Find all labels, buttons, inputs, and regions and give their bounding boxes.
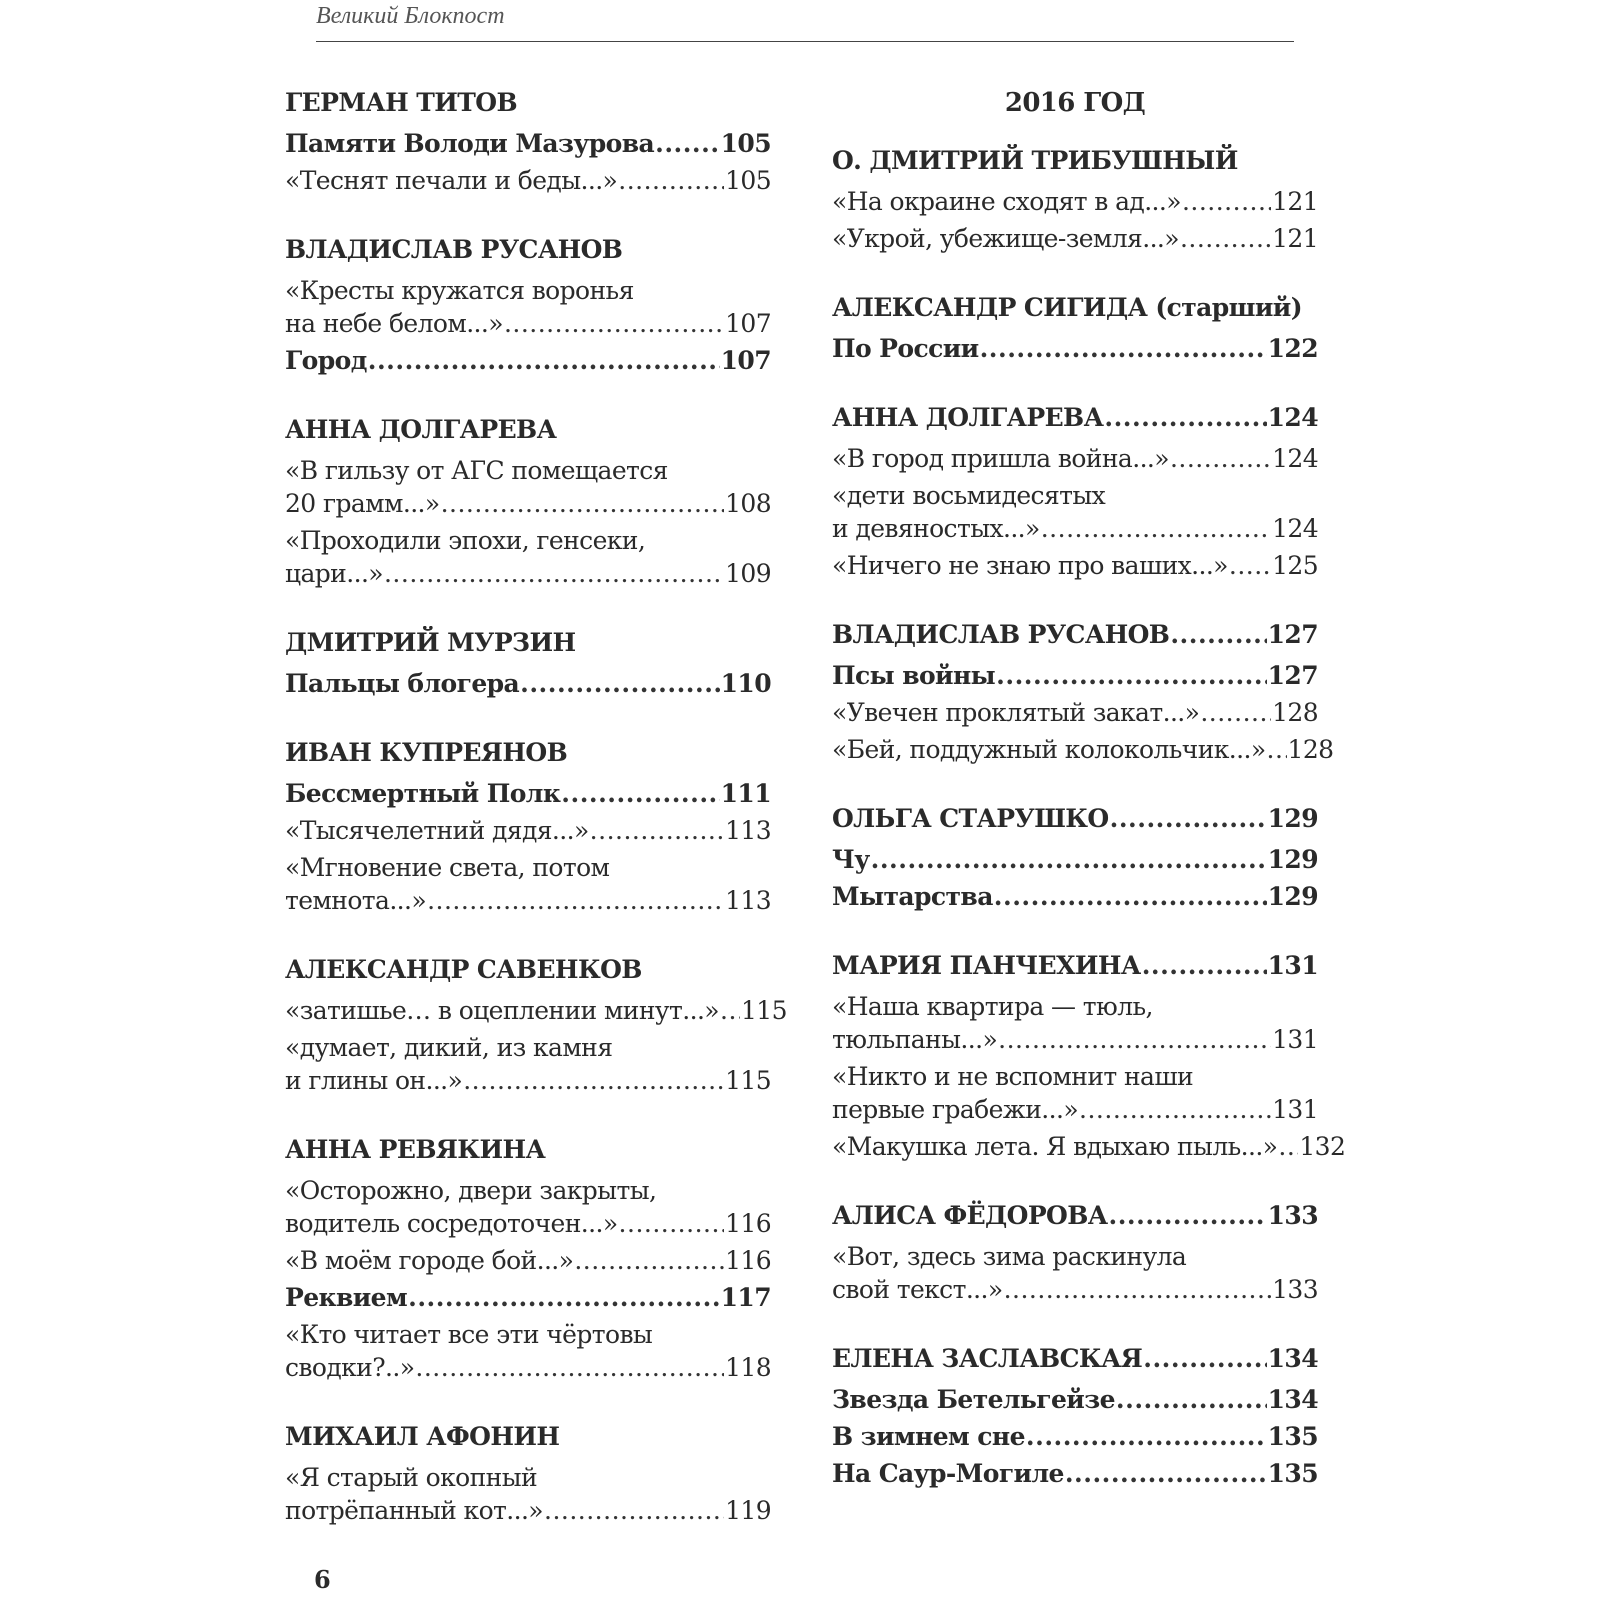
entry-page-number: 113 bbox=[725, 886, 771, 915]
toc-section bbox=[285, 413, 771, 590]
entry-title-text: Город bbox=[285, 346, 367, 375]
author-heading bbox=[832, 291, 1318, 325]
entry-title-text: на небе белом...» bbox=[285, 309, 503, 338]
entry-title-text: цари...» bbox=[285, 559, 383, 588]
author-heading bbox=[285, 86, 771, 120]
entry-title-text: «Теснят печали и беды...» bbox=[285, 166, 618, 195]
entry-title-text: темнота...» bbox=[285, 886, 427, 915]
toc-entry[interactable] bbox=[285, 994, 787, 1027]
entry-line bbox=[285, 344, 771, 377]
toc-entry[interactable] bbox=[832, 696, 1318, 729]
author-name: АННА ДОЛГАРЕВА bbox=[285, 415, 557, 444]
author-name: МИХАИЛ АФОНИН bbox=[285, 1422, 560, 1451]
toc-entry[interactable] bbox=[285, 1318, 771, 1384]
toc-entry[interactable] bbox=[832, 185, 1318, 218]
toc-entry[interactable] bbox=[832, 442, 1318, 475]
dot-leader bbox=[1200, 696, 1271, 729]
dot-leader bbox=[1116, 1383, 1267, 1416]
entry-title-text: «Вот, здесь зима раскинула bbox=[832, 1242, 1187, 1271]
entry-page-number: 105 bbox=[725, 166, 771, 195]
author-name: ОЛЬГА СТАРУШКО bbox=[832, 804, 1109, 833]
toc-entry[interactable] bbox=[285, 164, 771, 197]
entry-title-text: тюльпаны...» bbox=[832, 1025, 998, 1054]
author-heading bbox=[832, 1342, 1318, 1376]
toc-entry[interactable] bbox=[285, 777, 771, 810]
toc-entry[interactable] bbox=[285, 1244, 771, 1277]
toc-section bbox=[285, 626, 771, 700]
dot-leader bbox=[619, 1207, 725, 1240]
toc-section bbox=[832, 401, 1318, 582]
dot-leader bbox=[994, 880, 1267, 913]
entry-line bbox=[285, 851, 771, 884]
entry-page-number: 118 bbox=[725, 1353, 771, 1382]
entry-title-text: «Никто и не вспомнит наши bbox=[832, 1062, 1194, 1091]
entry-title-text: По России bbox=[832, 334, 979, 363]
entry-title-text: «Укрой, убежище-земля...» bbox=[832, 224, 1179, 253]
entry-page-number: 128 bbox=[1272, 698, 1318, 727]
entry-page-number: 116 bbox=[725, 1246, 771, 1275]
author-heading bbox=[285, 736, 771, 770]
entry-title-text: «Бей, поддужный колокольчик...» bbox=[832, 735, 1266, 764]
author-page-number: 131 bbox=[1267, 951, 1318, 980]
entry-title-text: Пальцы блогера bbox=[285, 669, 520, 698]
toc-entry[interactable] bbox=[832, 1457, 1318, 1490]
toc-section bbox=[832, 618, 1334, 766]
toc-entry[interactable] bbox=[285, 1174, 771, 1240]
entry-title-text: На Саур-Могиле bbox=[832, 1459, 1064, 1488]
toc-entry[interactable] bbox=[285, 814, 771, 847]
toc-entry[interactable] bbox=[285, 274, 771, 340]
entry-title-text: Звезда Бетельгейзе bbox=[832, 1385, 1115, 1414]
entry-title-text: Памяти Володи Мазурова bbox=[285, 129, 655, 158]
dot-leader bbox=[1104, 401, 1266, 435]
entry-line bbox=[285, 1494, 771, 1527]
entry-page-number: 107 bbox=[725, 309, 771, 338]
author-name: АЛЕКСАНДР СИГИДА (старший) bbox=[832, 293, 1302, 322]
author-name: АННА РЕВЯКИНА bbox=[285, 1135, 546, 1164]
toc-entry[interactable] bbox=[832, 222, 1318, 255]
entry-title-text: «Я старый окопный bbox=[285, 1463, 538, 1492]
entry-line bbox=[832, 1457, 1318, 1490]
entry-page-number: 107 bbox=[720, 346, 771, 375]
entry-line bbox=[285, 777, 771, 810]
dot-leader bbox=[1143, 1342, 1266, 1376]
entry-line bbox=[832, 185, 1318, 218]
toc-section bbox=[832, 802, 1318, 913]
entry-page-number: 131 bbox=[1272, 1095, 1318, 1124]
toc-entry[interactable] bbox=[285, 1461, 771, 1527]
entry-line bbox=[832, 733, 1334, 766]
entry-line bbox=[285, 1031, 771, 1064]
entry-title-text: свой текст...» bbox=[832, 1275, 1003, 1304]
dot-leader bbox=[561, 777, 719, 810]
entry-page-number: 122 bbox=[1267, 334, 1318, 363]
entry-title-text: «Ничего не знаю про ваших...» bbox=[832, 551, 1228, 580]
entry-line bbox=[285, 1244, 771, 1277]
entry-page-number: 125 bbox=[1272, 551, 1318, 580]
entry-title-text: «Увечен проклятый закат...» bbox=[832, 698, 1200, 727]
dot-leader bbox=[1004, 1273, 1272, 1306]
toc-section bbox=[832, 1199, 1318, 1306]
entry-title-text: сводки?..» bbox=[285, 1353, 415, 1382]
author-name: ГЕРМАН ТИТОВ bbox=[285, 88, 518, 117]
entry-page-number: 128 bbox=[1287, 735, 1334, 764]
entry-page-number: 109 bbox=[725, 559, 771, 588]
entry-title-text: «Кресты кружатся воронья bbox=[285, 276, 634, 305]
author-heading bbox=[285, 953, 771, 987]
entry-title-text: Псы войны bbox=[832, 661, 996, 690]
entry-title-text: и девяностых...» bbox=[832, 514, 1040, 543]
entry-title-text: «Наша квартира — тюль, bbox=[832, 992, 1153, 1021]
entry-line bbox=[285, 1461, 771, 1494]
toc-entry[interactable] bbox=[832, 1240, 1318, 1306]
toc-entry[interactable] bbox=[832, 843, 1318, 876]
entry-line bbox=[832, 222, 1318, 255]
entry-page-number: 115 bbox=[725, 1066, 771, 1095]
entry-page-number: 119 bbox=[725, 1496, 771, 1525]
entry-line bbox=[285, 557, 771, 590]
toc-entry[interactable] bbox=[285, 344, 771, 377]
entry-line bbox=[285, 1318, 771, 1351]
entry-title-text: «Макушка лета. Я вдыхаю пыль...» bbox=[832, 1132, 1278, 1161]
entry-line bbox=[285, 1207, 771, 1240]
entry-title-text: Бессмертный Полк bbox=[285, 779, 561, 808]
entry-line bbox=[832, 880, 1318, 913]
dot-leader bbox=[998, 1023, 1271, 1056]
entry-page-number: 105 bbox=[720, 129, 771, 158]
toc-left-column bbox=[285, 86, 787, 1563]
entry-line bbox=[832, 1383, 1318, 1416]
entry-line bbox=[285, 1351, 771, 1384]
entry-line bbox=[285, 454, 771, 487]
entry-title-text: «думает, дикий, из камня bbox=[285, 1033, 613, 1062]
author-name: О. ДМИТРИЙ ТРИБУШНЫЙ bbox=[832, 146, 1238, 175]
toc-entry[interactable] bbox=[832, 549, 1318, 582]
author-name: ДМИТРИЙ МУРЗИН bbox=[285, 628, 576, 657]
entry-line bbox=[832, 659, 1318, 692]
running-title: Великий Блокпост bbox=[316, 3, 505, 29]
entry-line bbox=[832, 1420, 1318, 1453]
dot-leader bbox=[520, 667, 719, 700]
toc-section bbox=[832, 291, 1318, 365]
entry-page-number: 134 bbox=[1267, 1385, 1318, 1414]
entry-page-number: 116 bbox=[725, 1209, 771, 1238]
dot-leader bbox=[1110, 802, 1267, 836]
entry-line bbox=[832, 1023, 1318, 1056]
entry-title-text: первые грабежи...» bbox=[832, 1095, 1079, 1124]
entry-page-number: 111 bbox=[720, 779, 771, 808]
author-page-number: 134 bbox=[1267, 1344, 1318, 1373]
dot-leader bbox=[1170, 618, 1266, 652]
entry-title-text: «Мгновение света, потом bbox=[285, 853, 610, 882]
entry-line bbox=[285, 524, 771, 557]
entry-line bbox=[285, 667, 771, 700]
dot-leader bbox=[384, 557, 724, 590]
entry-title-text: Реквием bbox=[285, 1283, 408, 1312]
entry-line bbox=[285, 274, 771, 307]
dot-leader bbox=[368, 344, 720, 377]
entry-page-number: 135 bbox=[1267, 1422, 1318, 1451]
toc-section bbox=[285, 1420, 771, 1527]
entry-title-text: Чу bbox=[832, 845, 870, 874]
toc-entry[interactable] bbox=[832, 1130, 1346, 1163]
dot-leader bbox=[1182, 185, 1271, 218]
dot-leader bbox=[1267, 733, 1287, 766]
dot-leader bbox=[618, 164, 724, 197]
toc-entry[interactable] bbox=[832, 1060, 1318, 1126]
author-page-number: 129 bbox=[1267, 804, 1318, 833]
author-heading bbox=[285, 626, 771, 660]
dot-leader bbox=[408, 1281, 720, 1314]
author-heading bbox=[832, 949, 1318, 983]
author-name: АЛЕКСАНДР САВЕНКОВ bbox=[285, 955, 642, 984]
toc-entry[interactable] bbox=[832, 990, 1318, 1056]
dot-leader bbox=[1229, 549, 1271, 582]
entry-title-text: «Осторожно, двери закрыты, bbox=[285, 1176, 657, 1205]
dot-leader bbox=[590, 814, 724, 847]
toc-entry[interactable] bbox=[285, 667, 771, 700]
dot-leader bbox=[1170, 442, 1271, 475]
toc-entry[interactable] bbox=[285, 1031, 771, 1097]
entry-line bbox=[285, 1174, 771, 1207]
entry-line bbox=[285, 1064, 771, 1097]
entry-page-number: 108 bbox=[725, 489, 771, 518]
entry-line bbox=[832, 479, 1318, 512]
entry-title-text: «На окраине сходят в ад...» bbox=[832, 187, 1181, 216]
toc-entry[interactable] bbox=[285, 524, 771, 590]
dot-leader bbox=[463, 1064, 724, 1097]
toc-section bbox=[285, 233, 771, 377]
entry-page-number: 131 bbox=[1272, 1025, 1318, 1054]
entry-line bbox=[285, 814, 771, 847]
toc-section bbox=[285, 1133, 771, 1384]
entry-page-number: 133 bbox=[1272, 1275, 1318, 1304]
toc-section bbox=[832, 949, 1346, 1163]
entry-title-text: «затишье… в оцеплении минут...» bbox=[285, 996, 719, 1025]
entry-line bbox=[832, 1060, 1318, 1093]
entry-page-number: 127 bbox=[1267, 661, 1318, 690]
entry-title-text: «дети восьмидесятых bbox=[832, 481, 1106, 510]
entry-page-number: 135 bbox=[1267, 1459, 1318, 1488]
entry-line bbox=[285, 487, 771, 520]
entry-page-number: 124 bbox=[1272, 444, 1318, 473]
toc-entry[interactable] bbox=[832, 880, 1318, 913]
toc-section bbox=[285, 736, 771, 917]
dot-leader bbox=[1109, 1199, 1267, 1233]
toc-entry[interactable] bbox=[832, 332, 1318, 365]
author-name: АННА ДОЛГАРЕВА bbox=[832, 403, 1104, 432]
toc-section bbox=[832, 144, 1318, 255]
entry-title-text: и глины он...» bbox=[285, 1066, 463, 1095]
toc-entry[interactable] bbox=[832, 479, 1318, 545]
dot-leader bbox=[1026, 1420, 1267, 1453]
author-name: ВЛАДИСЛАВ РУСАНОВ bbox=[285, 235, 623, 264]
author-page-number: 133 bbox=[1267, 1201, 1318, 1230]
dot-leader bbox=[427, 884, 724, 917]
entry-line bbox=[285, 1281, 771, 1314]
author-heading bbox=[832, 802, 1318, 836]
entry-page-number: 129 bbox=[1267, 882, 1318, 911]
entry-line bbox=[285, 164, 771, 197]
entry-page-number: 132 bbox=[1299, 1132, 1346, 1161]
dot-leader bbox=[1180, 222, 1271, 255]
entry-title-text: «В гильзу от АГС помещается bbox=[285, 456, 668, 485]
dot-leader bbox=[574, 1244, 724, 1277]
author-name: АЛИСА ФЁДОРОВА bbox=[832, 1201, 1108, 1230]
entry-line bbox=[832, 696, 1318, 729]
dot-leader bbox=[871, 843, 1267, 876]
dot-leader bbox=[441, 487, 724, 520]
year-heading: 2016 ГОД bbox=[1004, 88, 1146, 118]
entry-title-text: Мытарства bbox=[832, 882, 993, 911]
toc-entry[interactable] bbox=[285, 1281, 771, 1314]
entry-line bbox=[285, 884, 771, 917]
entry-line bbox=[832, 549, 1318, 582]
entry-line bbox=[832, 1093, 1318, 1126]
toc-entry[interactable] bbox=[285, 454, 771, 520]
entry-page-number: 113 bbox=[725, 816, 771, 845]
toc-section bbox=[285, 953, 787, 1097]
entry-title-text: «В моём городе бой...» bbox=[285, 1246, 574, 1275]
entry-line bbox=[832, 1273, 1318, 1306]
entry-line bbox=[832, 442, 1318, 475]
toc-right-column bbox=[832, 86, 1346, 1526]
author-page-number: 124 bbox=[1267, 403, 1318, 432]
author-heading bbox=[832, 144, 1318, 178]
author-heading bbox=[285, 1133, 771, 1167]
entry-line bbox=[832, 1240, 1318, 1273]
author-heading bbox=[832, 1199, 1318, 1233]
dot-leader bbox=[1041, 512, 1271, 545]
entry-line bbox=[832, 512, 1318, 545]
entry-title-text: потрёпанный кот...» bbox=[285, 1496, 543, 1525]
author-heading bbox=[285, 413, 771, 447]
entry-line bbox=[285, 994, 787, 1027]
entry-title-text: «Проходили эпохи, генсеки, bbox=[285, 526, 646, 555]
author-heading bbox=[832, 618, 1318, 652]
entry-line bbox=[285, 127, 771, 160]
toc-entry[interactable] bbox=[832, 659, 1318, 692]
entry-title-text: водитель сосредоточен...» bbox=[285, 1209, 618, 1238]
author-heading bbox=[285, 1420, 771, 1454]
dot-leader bbox=[720, 994, 740, 1027]
dot-leader bbox=[1278, 1130, 1298, 1163]
entry-line bbox=[832, 990, 1318, 1023]
entry-page-number: 115 bbox=[741, 996, 787, 1025]
entry-title-text: 20 грамм...» bbox=[285, 489, 440, 518]
toc-entry[interactable] bbox=[285, 851, 771, 917]
toc-entry[interactable] bbox=[832, 733, 1334, 766]
entry-page-number: 117 bbox=[720, 1283, 771, 1312]
toc-entry[interactable] bbox=[832, 1383, 1318, 1416]
entry-page-number: 124 bbox=[1272, 514, 1318, 543]
entry-page-number: 121 bbox=[1272, 187, 1318, 216]
dot-leader bbox=[996, 659, 1266, 692]
page-number: 6 bbox=[314, 1565, 331, 1594]
entry-title-text: «Тысячелетний дядя...» bbox=[285, 816, 589, 845]
dot-leader bbox=[1065, 1457, 1267, 1490]
author-name: ИВАН КУПРЕЯНОВ bbox=[285, 738, 568, 767]
header-rule bbox=[316, 41, 1294, 42]
dot-leader bbox=[980, 332, 1267, 365]
dot-leader bbox=[655, 127, 720, 160]
entry-line bbox=[832, 1130, 1346, 1163]
dot-leader bbox=[1079, 1093, 1271, 1126]
entry-title-text: «Кто читает все эти чёртовы bbox=[285, 1320, 653, 1349]
author-name: ЕЛЕНА ЗАСЛАВСКАЯ bbox=[832, 1344, 1143, 1373]
toc-right-sections bbox=[832, 144, 1346, 1490]
dot-leader bbox=[544, 1494, 724, 1527]
dot-leader bbox=[1142, 949, 1267, 983]
entry-page-number: 121 bbox=[1272, 224, 1318, 253]
entry-page-number: 129 bbox=[1267, 845, 1318, 874]
author-heading bbox=[285, 233, 771, 267]
entry-title-text: В зимнем сне bbox=[832, 1422, 1025, 1451]
entry-page-number: 110 bbox=[720, 669, 771, 698]
entry-line bbox=[285, 307, 771, 340]
dot-leader bbox=[504, 307, 724, 340]
toc-section bbox=[285, 86, 771, 197]
author-page-number: 127 bbox=[1267, 620, 1318, 649]
author-name: ВЛАДИСЛАВ РУСАНОВ bbox=[832, 620, 1170, 649]
author-name: МАРИЯ ПАНЧЕХИНА bbox=[832, 951, 1141, 980]
toc-entry[interactable] bbox=[285, 127, 771, 160]
toc-entry[interactable] bbox=[832, 1420, 1318, 1453]
entry-line bbox=[832, 843, 1318, 876]
entry-line bbox=[832, 332, 1318, 365]
author-heading bbox=[832, 401, 1318, 435]
entry-title-text: «В город пришла война...» bbox=[832, 444, 1169, 473]
toc-section bbox=[832, 1342, 1318, 1490]
dot-leader bbox=[415, 1351, 724, 1384]
